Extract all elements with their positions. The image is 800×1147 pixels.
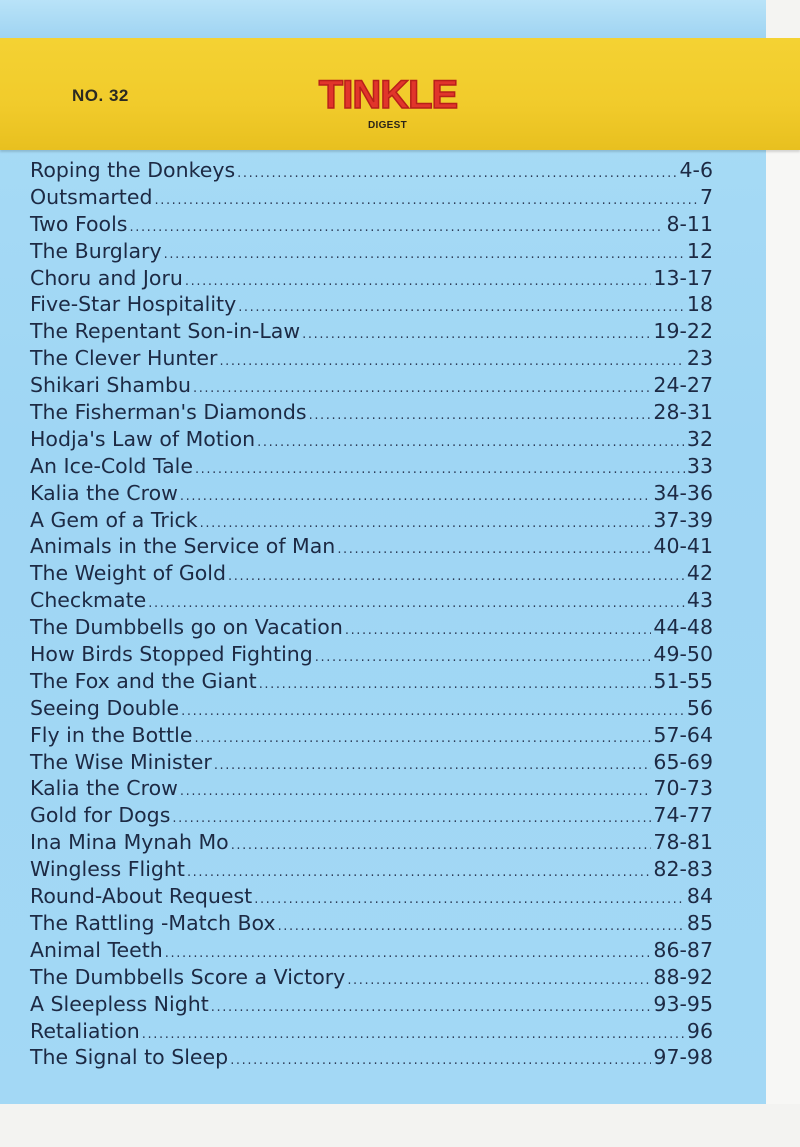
toc-leader-dots xyxy=(238,295,685,322)
toc-leader-dots xyxy=(228,564,685,591)
toc-entry-pages: 82-83 xyxy=(653,857,713,882)
toc-leader-dots xyxy=(195,457,685,484)
toc-leader-dots xyxy=(181,699,685,726)
toc-entry-pages: 28-31 xyxy=(653,400,713,425)
toc-entry xyxy=(30,184,713,211)
toc-entry xyxy=(30,587,713,614)
toc-entry-pages: 18 xyxy=(686,292,713,317)
toc-leader-dots xyxy=(187,860,651,887)
toc-leader-dots xyxy=(172,806,651,833)
toc-entry-pages: 78-81 xyxy=(653,830,713,855)
toc-entry-pages: 19-22 xyxy=(653,319,713,344)
toc-entry-title: Animal Teeth xyxy=(30,937,163,962)
toc-entry xyxy=(30,507,713,534)
toc-entry xyxy=(30,211,713,238)
toc-leader-dots xyxy=(315,645,652,672)
toc-entry-title: The Weight of Gold xyxy=(30,561,226,586)
toc-leader-dots xyxy=(154,188,697,215)
toc-entry-title: Checkmate xyxy=(30,588,147,613)
toc-entry-pages: 13-17 xyxy=(653,265,713,290)
toc-leader-dots xyxy=(257,430,685,457)
header-banner xyxy=(0,38,800,150)
toc-entry-pages: 43 xyxy=(686,588,713,613)
toc-entry xyxy=(30,910,713,937)
toc-entry xyxy=(30,641,713,668)
toc-leader-dots xyxy=(309,403,652,430)
toc-entry-pages: 51-55 xyxy=(653,668,713,693)
toc-leader-dots xyxy=(195,726,652,753)
toc-entry-title: Fly in the Bottle xyxy=(30,722,193,747)
toc-entry xyxy=(30,991,713,1018)
toc-entry xyxy=(30,480,713,507)
toc-entry xyxy=(30,157,713,184)
toc-entry xyxy=(30,560,713,587)
toc-entry xyxy=(30,695,713,722)
toc-entry xyxy=(30,265,713,292)
toc-entry-title: A Sleepless Night xyxy=(30,991,209,1016)
toc-entry-pages: 8-11 xyxy=(666,211,713,236)
toc-entry xyxy=(30,238,713,265)
toc-entry xyxy=(30,345,713,372)
toc-entry xyxy=(30,802,713,829)
toc-entry-title: Kalia the Crow xyxy=(30,776,178,801)
toc-entry xyxy=(30,291,713,318)
toc-entry-title: Choru and Joru xyxy=(30,265,183,290)
toc-entry xyxy=(30,372,713,399)
toc-leader-dots xyxy=(259,672,652,699)
toc-entry xyxy=(30,856,713,883)
toc-entry-pages: 65-69 xyxy=(653,749,713,774)
toc-entry-title: The Burglary xyxy=(30,238,162,263)
page-edge-bottom xyxy=(0,1104,800,1147)
toc-entry-pages: 40-41 xyxy=(653,534,713,559)
toc-entry-pages: 4-6 xyxy=(679,158,713,182)
toc-entry-pages: 57-64 xyxy=(653,722,713,747)
toc-entry-pages: 74-77 xyxy=(653,803,713,828)
tinkle-logo xyxy=(290,68,490,140)
toc-entry xyxy=(30,937,713,964)
toc-entry-title: The Signal to Sleep xyxy=(30,1045,229,1070)
toc-entry-title: The Wise Minister xyxy=(30,749,212,774)
toc-entry-title: Five-Star Hospitality xyxy=(30,292,237,317)
toc-entry-pages: 33 xyxy=(686,453,713,478)
toc-entry-title: The Dumbbells go on Vacation xyxy=(30,615,343,640)
toc-entry-pages: 12 xyxy=(686,238,713,263)
toc-entry xyxy=(30,749,713,776)
toc-entry-title: The Dumbbells Score a Victory xyxy=(30,964,346,989)
toc-entry-title: The Clever Hunter xyxy=(30,346,218,371)
toc-entry-title: The Rattling -Match Box xyxy=(30,910,276,935)
toc-entry-title: Ina Mina Mynah Mo xyxy=(30,830,229,855)
toc-entry-pages: 96 xyxy=(686,1018,713,1043)
toc-entry-pages: 88-92 xyxy=(653,964,713,989)
toc-entry-title: Gold for Dogs xyxy=(30,803,171,828)
toc-leader-dots xyxy=(254,887,685,914)
toc-entry-pages: 44-48 xyxy=(653,615,713,640)
toc-entry-title: Round-About Request xyxy=(30,884,253,909)
page-edge-right xyxy=(766,150,800,1147)
toc-entry-pages: 56 xyxy=(686,695,713,720)
toc-entry-pages: 70-73 xyxy=(653,776,713,801)
toc-entry xyxy=(30,1018,713,1045)
toc-entry xyxy=(30,399,713,426)
toc-entry-title: Retaliation xyxy=(30,1018,140,1043)
toc-entry-pages: 37-39 xyxy=(653,507,713,532)
toc-entry-title: Wingless Flight xyxy=(30,857,185,882)
toc-entry-pages: 93-95 xyxy=(653,991,713,1016)
toc-entry-title: A Gem of a Trick xyxy=(30,507,198,532)
issue-number: NO. 32 xyxy=(72,86,129,105)
toc-entry xyxy=(30,775,713,802)
toc-entry xyxy=(30,426,713,453)
toc-entry-pages: 23 xyxy=(686,346,713,371)
logo-subtitle: DIGEST xyxy=(368,120,408,131)
toc-entry xyxy=(30,964,713,991)
toc-entry-pages: 24-27 xyxy=(653,373,713,398)
toc-entry-title: Two Fools xyxy=(30,211,128,236)
toc-entry xyxy=(30,1044,713,1071)
top-band xyxy=(0,0,766,38)
toc-entry-title: The Fox and the Giant xyxy=(30,668,257,693)
toc-entry-pages: 49-50 xyxy=(653,642,713,667)
toc-entry-pages: 86-87 xyxy=(653,937,713,962)
toc-entry xyxy=(30,533,713,560)
toc-leader-dots xyxy=(129,215,664,242)
toc-entry-title: Shikari Shambu xyxy=(30,373,191,398)
toc-leader-dots xyxy=(219,349,684,376)
toc-leader-dots xyxy=(180,779,652,806)
logo-text: TINKLE xyxy=(318,73,458,117)
toc-entry-pages: 84 xyxy=(686,884,713,909)
toc-entry-title: Roping the Donkeys xyxy=(30,158,236,182)
toc-leader-dots xyxy=(185,269,652,296)
toc-entry-pages: 85 xyxy=(686,910,713,935)
toc-leader-dots xyxy=(231,833,652,860)
toc-entry xyxy=(30,883,713,910)
toc-entry-pages: 34-36 xyxy=(653,480,713,505)
toc-leader-dots xyxy=(345,618,652,645)
toc-leader-dots xyxy=(278,914,685,941)
toc-leader-dots xyxy=(164,242,685,269)
toc-entry xyxy=(30,668,713,695)
toc-leader-dots xyxy=(337,537,651,564)
toc-entry-title: Kalia the Crow xyxy=(30,480,178,505)
toc-leader-dots xyxy=(211,995,652,1022)
toc-entry-title: How Birds Stopped Fighting xyxy=(30,642,313,667)
toc-leader-dots xyxy=(214,753,652,780)
toc-entry-title: Seeing Double xyxy=(30,695,180,720)
tinkle-logo-mark xyxy=(290,68,490,118)
toc-leader-dots xyxy=(230,1048,651,1075)
toc-entry-title: The Repentant Son-in-Law xyxy=(30,319,301,344)
toc-entry-pages: 42 xyxy=(686,561,713,586)
toc-entry xyxy=(30,453,713,480)
toc-entry xyxy=(30,829,713,856)
toc-entry xyxy=(30,318,713,345)
toc-entry xyxy=(30,722,713,749)
toc-leader-dots xyxy=(180,484,652,511)
toc-entry-title: The Fisherman's Diamonds xyxy=(30,400,307,425)
toc-entry xyxy=(30,614,713,641)
toc-entry-pages: 97-98 xyxy=(653,1045,713,1070)
toc-entry-title: An Ice-Cold Tale xyxy=(30,453,193,478)
toc-leader-dots xyxy=(347,968,651,995)
toc-entry-title: Animals in the Service of Man xyxy=(30,534,336,559)
toc-leader-dots xyxy=(302,322,651,349)
toc-entry-pages: 7 xyxy=(699,184,713,209)
toc-entry-pages: 32 xyxy=(686,426,713,451)
toc-entry-title: Outsmarted xyxy=(30,184,153,209)
toc-entry-title: Hodja's Law of Motion xyxy=(30,426,256,451)
table-of-contents xyxy=(30,157,713,1071)
toc-leader-dots xyxy=(237,161,677,188)
